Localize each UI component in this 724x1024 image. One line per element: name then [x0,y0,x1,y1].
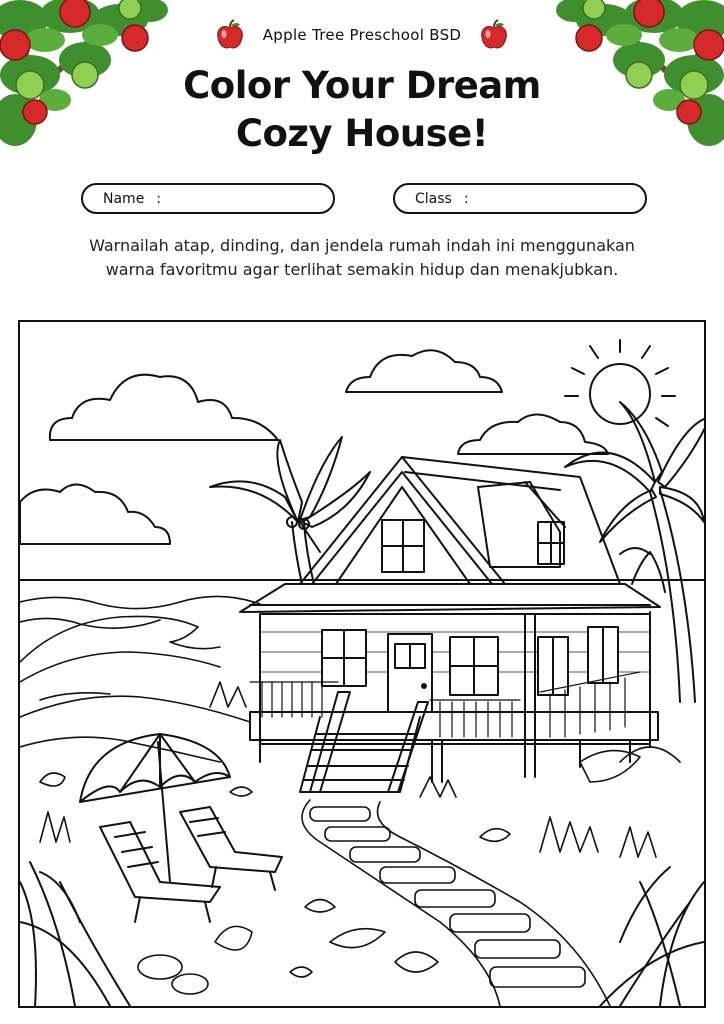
plant-bottom-right [600,867,704,1006]
cloud-mid-left [20,485,170,545]
cloud-right [458,415,608,455]
class-field[interactable] [393,183,647,214]
name-label: Name [103,190,145,207]
beach-chair-right [180,807,282,890]
class-label: Class [415,190,452,207]
apple-icon [479,19,509,51]
apple-icon [215,19,245,51]
school-header [0,18,724,52]
school-name: Apple Tree Preschool BSD [262,26,462,44]
page-title [0,62,724,158]
name-separator: : [156,190,162,207]
title-line-2: Cozy House! [235,112,489,155]
cloud-left [50,375,278,440]
title-line-1: Color Your Dream [183,64,541,107]
cozy-house [240,457,660,792]
name-field[interactable] [81,183,335,214]
coloring-frame [18,320,706,1008]
class-separator: : [463,190,469,207]
plant-bottom-left [20,862,130,1006]
beach-chair-left [100,822,220,922]
beach-house-illustration [20,322,704,1006]
instructions-line-2: warna favoritmu agar terlihat semakin hidup dan menakjubkan. [105,260,619,279]
palm-tree-left [210,437,370,584]
cloud-top [346,350,502,392]
stone-path [302,800,610,1006]
instructions [40,234,684,282]
sun-icon [565,340,675,426]
palm-tree-right [565,402,704,702]
instructions-line-1: Warnailah atap, dinding, dan jendela rumah indah ini menggunakan [89,236,635,255]
